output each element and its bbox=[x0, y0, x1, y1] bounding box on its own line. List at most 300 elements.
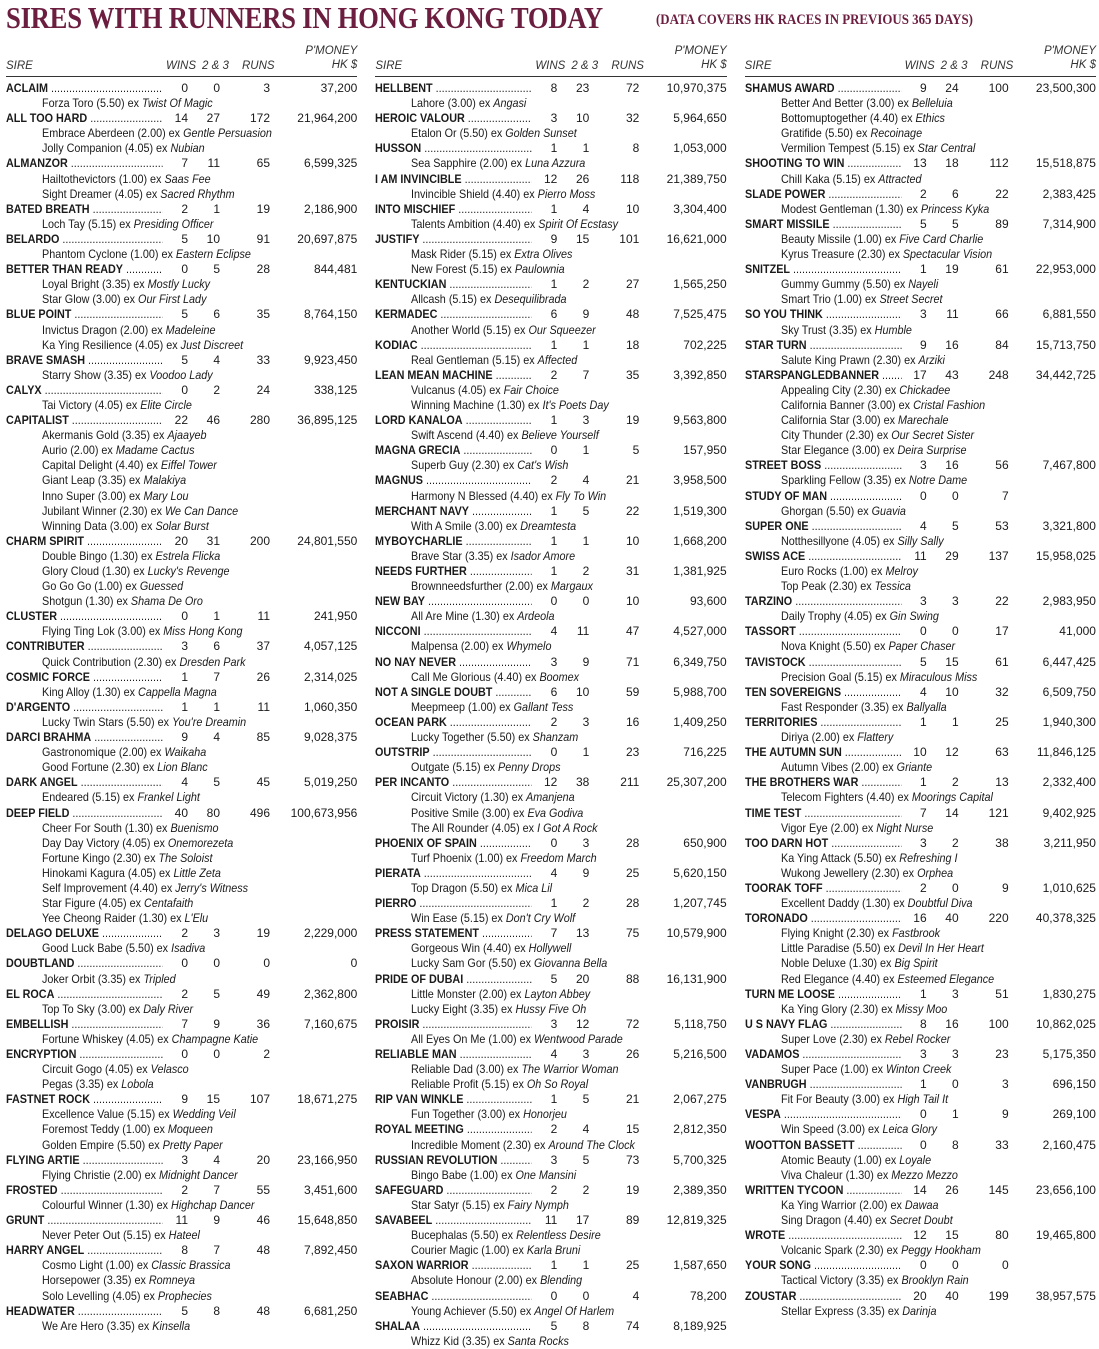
sire-prize-money: 338,125 bbox=[313, 382, 358, 397]
runner-name: Win Ease (5.15) ex bbox=[411, 911, 507, 926]
sire-row bbox=[6, 987, 357, 1002]
runner-row bbox=[6, 473, 322, 488]
sire-places: 7 bbox=[213, 1243, 220, 1258]
runner-dam: Moqueen bbox=[167, 1122, 213, 1137]
runner-dam: Fairy Nymph bbox=[507, 1197, 570, 1212]
sire-prize-money: 5,118,750 bbox=[674, 1016, 727, 1031]
sire-wins: 5 bbox=[911, 655, 927, 670]
sire-places: 43 bbox=[945, 367, 959, 382]
runner-row bbox=[745, 972, 1061, 987]
sire-runs: 0 bbox=[263, 956, 270, 971]
runner-dam: Ardeola bbox=[517, 609, 555, 624]
sire-row bbox=[745, 519, 1096, 534]
sire-runs: 137 bbox=[988, 548, 1009, 563]
sire-column bbox=[745, 42, 1096, 1332]
sire-prize-money: 5,700,325 bbox=[673, 1152, 727, 1167]
sire-wins: 0 bbox=[541, 443, 557, 458]
runner-dam: We Can Dance bbox=[165, 503, 239, 518]
runner-row bbox=[375, 353, 691, 368]
sire-wins: 14 bbox=[911, 1183, 927, 1198]
header-prize-money bbox=[305, 44, 357, 72]
runner-name: Colourful Winner (1.30) ex bbox=[42, 1197, 172, 1212]
sire-runs: 280 bbox=[249, 413, 270, 428]
sire-row bbox=[6, 775, 357, 790]
sire-row bbox=[6, 956, 357, 971]
sire-runs: 37 bbox=[256, 639, 270, 654]
sire-prize-money: 6,681,250 bbox=[303, 1303, 358, 1318]
runner-dam: Spectacular Vision bbox=[902, 247, 992, 262]
runner-dam: Chickadee bbox=[898, 382, 950, 397]
sire-runs: 25 bbox=[995, 714, 1009, 729]
runner-dam: Big Spirit bbox=[894, 956, 938, 971]
sire-prize-money: 4,057,125 bbox=[303, 639, 358, 654]
sire-prize-money: 15,958,025 bbox=[1035, 548, 1096, 563]
runner-dam: Ethics bbox=[915, 111, 945, 126]
sire-row bbox=[6, 232, 357, 247]
sire-row bbox=[745, 368, 1096, 383]
runner-row bbox=[6, 1107, 322, 1122]
sire-wins: 0 bbox=[911, 489, 927, 504]
runner-row bbox=[6, 187, 322, 202]
sire-runs: 25 bbox=[625, 1258, 640, 1273]
runner-row bbox=[6, 896, 322, 911]
sire-places: 16 bbox=[945, 1016, 959, 1031]
runner-row bbox=[375, 187, 691, 202]
sire-row bbox=[6, 730, 357, 745]
sire-row bbox=[745, 307, 1096, 322]
sire-runs: 80 bbox=[995, 1228, 1009, 1243]
runner-name: Star Figure (4.05) ex bbox=[42, 896, 145, 911]
sire-name: OUTSTRIP ..... bbox=[375, 745, 532, 760]
sire-wins: 1 bbox=[541, 534, 557, 549]
sire-prize-money: 34,442,725 bbox=[1035, 367, 1096, 382]
sire-name: TAVISTOCK ..... bbox=[745, 655, 902, 670]
sire-name: KERMADEC ..... bbox=[375, 307, 532, 322]
runner-row bbox=[375, 1228, 691, 1243]
sire-prize-money: 15,518,875 bbox=[1035, 156, 1096, 171]
runner-name: Modest Gentleman (1.30) ex bbox=[780, 201, 921, 216]
sire-prize-money: 100,673,956 bbox=[290, 805, 358, 820]
sire-column bbox=[6, 42, 357, 1332]
runner-dam: Blending bbox=[540, 1273, 583, 1288]
sire-name: WRITTEN TYCOON ..... bbox=[745, 1183, 902, 1198]
sire-name: RELIABLE MAN ..... bbox=[375, 1047, 532, 1062]
sire-runs: 100 bbox=[988, 1016, 1009, 1031]
sire-row bbox=[375, 926, 726, 941]
runner-dam: Affected bbox=[538, 352, 578, 367]
sire-name: CHARM SPIRIT ..... bbox=[6, 534, 163, 549]
runner-row bbox=[745, 1304, 1061, 1319]
sire-places: 5 bbox=[213, 262, 220, 277]
sire-prize-money: 2,160,475 bbox=[1042, 1137, 1096, 1152]
header-runs: RUNS bbox=[611, 59, 644, 72]
runner-dam: Griante bbox=[896, 760, 932, 775]
sire-places: 9 bbox=[213, 1016, 220, 1031]
runner-row bbox=[375, 1168, 691, 1183]
runner-row bbox=[745, 1032, 1061, 1047]
sire-wins: 1 bbox=[541, 338, 557, 353]
sire-runs: 63 bbox=[995, 745, 1009, 760]
sire-runs: 74 bbox=[625, 1318, 640, 1333]
runner-row bbox=[6, 881, 322, 896]
runner-dam: Eva Godiva bbox=[527, 805, 584, 820]
sire-wins: 20 bbox=[911, 1289, 927, 1304]
runner-name: Sight Dreamer (4.05) ex bbox=[42, 186, 161, 201]
runner-name: Courier Magic (1.00) ex bbox=[411, 1243, 528, 1258]
sire-runs: 55 bbox=[256, 1182, 270, 1197]
runner-dam: Santa Rocks bbox=[507, 1333, 570, 1348]
sire-row bbox=[375, 413, 726, 428]
runner-dam: Attracted bbox=[877, 171, 922, 186]
sire-prize-money: 1,830,275 bbox=[1042, 986, 1096, 1001]
runner-name: Forza Toro (5.50) ex bbox=[42, 96, 143, 111]
runner-dam: Frankel Light bbox=[137, 790, 200, 805]
runner-row bbox=[745, 232, 1061, 247]
sire-prize-money: 16,621,000 bbox=[666, 231, 727, 246]
runner-row bbox=[745, 941, 1061, 956]
runner-row bbox=[6, 790, 322, 805]
sire-row bbox=[6, 534, 357, 549]
sire-name: SEABHAC ..... bbox=[375, 1289, 532, 1304]
runner-name: Flying Christie (2.00) ex bbox=[42, 1167, 160, 1182]
sire-places: 17 bbox=[575, 1213, 590, 1228]
sire-runs: 16 bbox=[625, 714, 640, 729]
sire-runs: 112 bbox=[989, 156, 1009, 171]
sire-places: 1 bbox=[213, 609, 220, 624]
runner-name: Excellence Value (5.15) ex bbox=[42, 1107, 173, 1122]
runner-name: Incredible Moment (2.30) ex bbox=[411, 1137, 549, 1152]
runner-name: Brownneedsfurther (2.00) ex bbox=[411, 579, 552, 594]
runner-row bbox=[375, 881, 691, 896]
sire-row bbox=[375, 172, 726, 187]
sire-name: SWISS ACE ..... bbox=[745, 549, 902, 564]
sire-wins: 16 bbox=[911, 911, 927, 926]
sire-wins: 1 bbox=[911, 262, 927, 277]
sire-places: 40 bbox=[945, 911, 959, 926]
runner-name: Ka Ying Warrior (2.00) ex bbox=[780, 1197, 905, 1212]
runner-row bbox=[6, 745, 322, 760]
runner-name: Excellent Daddy (1.30) ex bbox=[780, 896, 908, 911]
sire-name: JUSTIFY ..... bbox=[375, 232, 532, 247]
runner-row bbox=[745, 956, 1061, 971]
sire-name: TOORAK TOFF ..... bbox=[745, 881, 902, 896]
runner-row bbox=[375, 1334, 691, 1349]
sire-prize-money: 5,964,650 bbox=[673, 111, 727, 126]
sire-name: BELARDO ..... bbox=[6, 232, 163, 247]
runner-row bbox=[6, 594, 322, 609]
sire-places: 6 bbox=[213, 307, 220, 322]
runner-row bbox=[6, 398, 322, 413]
sire-runs: 172 bbox=[249, 111, 270, 126]
sire-runs: 10 bbox=[625, 594, 640, 609]
runner-row bbox=[745, 609, 1061, 624]
runner-dam: It's Poets Day bbox=[542, 397, 610, 412]
runner-name: Daily Trophy (4.05) ex bbox=[780, 609, 890, 624]
sire-list bbox=[745, 81, 1096, 1319]
sire-wins: 0 bbox=[172, 81, 188, 96]
runner-dam: Onemorezeta bbox=[167, 835, 234, 850]
runner-row bbox=[6, 217, 322, 232]
sire-runs: 15 bbox=[625, 1122, 640, 1137]
runner-row bbox=[375, 247, 691, 262]
sire-prize-money: 20,697,875 bbox=[297, 231, 358, 246]
runner-row bbox=[6, 1289, 322, 1304]
sire-prize-money: 1,053,000 bbox=[673, 141, 727, 156]
sire-name: HELLBENT ..... bbox=[375, 81, 532, 96]
runner-row bbox=[6, 504, 322, 519]
sire-name: VANBRUGH ..... bbox=[745, 1077, 902, 1092]
sire-runs: 32 bbox=[625, 111, 640, 126]
sire-wins: 3 bbox=[541, 1153, 557, 1168]
sire-name: CAPITALIST ..... bbox=[6, 413, 163, 428]
runner-name: All Are Mine (1.30) ex bbox=[411, 609, 518, 624]
sire-runs: 45 bbox=[256, 775, 270, 790]
runner-dam: One Mansini bbox=[515, 1167, 577, 1182]
sire-prize-money: 1,519,300 bbox=[673, 503, 727, 518]
sire-name: THE AUTUMN SUN ..... bbox=[745, 745, 902, 760]
runner-name: Self Improvement (4.40) ex bbox=[42, 880, 176, 895]
runner-row bbox=[745, 1062, 1061, 1077]
runner-name: Akermanis Gold (3.35) ex bbox=[42, 428, 168, 443]
runner-name: Joker Orbit (3.35) ex bbox=[42, 971, 144, 986]
sire-places: 9 bbox=[213, 1213, 220, 1228]
sire-row bbox=[745, 1138, 1096, 1153]
sire-prize-money: 716,225 bbox=[683, 745, 727, 760]
sire-places: 2 bbox=[582, 277, 590, 292]
sire-prize-money: 9,028,375 bbox=[303, 730, 358, 745]
sire-places: 3 bbox=[951, 986, 959, 1001]
sire-places: 8 bbox=[951, 1137, 959, 1152]
runner-dam: Fastbrook bbox=[891, 926, 940, 941]
sire-row bbox=[375, 141, 726, 156]
sire-name: CONTRIBUTER ..... bbox=[6, 639, 163, 654]
runner-dam: Relentless Desire bbox=[516, 1228, 602, 1243]
sire-name: ALMANZOR ..... bbox=[6, 156, 163, 171]
runner-name: Cheer For South (1.30) ex bbox=[42, 820, 171, 835]
sire-prize-money: 1,409,250 bbox=[673, 714, 727, 729]
runner-name: Winning Data (3.00) ex bbox=[42, 518, 156, 533]
sire-runs: 59 bbox=[625, 684, 640, 699]
sire-name: FLYING ARTIE ..... bbox=[6, 1153, 163, 1168]
runner-name: Aurio (2.00) ex bbox=[42, 443, 116, 458]
runner-name: We Are Hero (3.35) ex bbox=[42, 1318, 153, 1333]
sire-prize-money: 40,378,325 bbox=[1035, 911, 1096, 926]
runner-name: Appealing City (2.30) ex bbox=[780, 382, 899, 397]
sire-wins: 11 bbox=[172, 1213, 188, 1228]
sire-places: 0 bbox=[951, 488, 959, 503]
sire-places: 8 bbox=[213, 1303, 220, 1318]
sire-runs: 56 bbox=[995, 458, 1009, 473]
sire-name: MAGNUS ..... bbox=[375, 473, 532, 488]
sire-wins: 3 bbox=[172, 639, 188, 654]
sire-row bbox=[375, 443, 726, 458]
sire-prize-money: 5,988,700 bbox=[673, 684, 727, 699]
runner-row bbox=[375, 1107, 691, 1122]
sire-prize-money: 6,447,425 bbox=[1042, 654, 1096, 669]
runner-dam: Night Nurse bbox=[875, 820, 933, 835]
runner-row bbox=[745, 1198, 1061, 1213]
runner-dam: Fly To Win bbox=[555, 488, 607, 503]
runner-row bbox=[375, 609, 691, 624]
runner-row bbox=[745, 579, 1061, 594]
page-header bbox=[6, 0, 700, 40]
sire-prize-money: 24,801,550 bbox=[297, 533, 358, 548]
sire-wins: 0 bbox=[172, 956, 188, 971]
runner-name: Sea Sapphire (2.00) ex bbox=[411, 156, 526, 171]
sire-prize-money: 3,958,500 bbox=[673, 473, 727, 488]
sire-row bbox=[375, 1047, 726, 1062]
runner-dam: Mezzo Mezzo bbox=[890, 1167, 958, 1182]
sire-name: TERRITORIES ..... bbox=[745, 715, 902, 730]
sire-runs: 88 bbox=[625, 971, 640, 986]
runner-name: Flying Knight (2.30) ex bbox=[780, 926, 892, 941]
runner-dam: Shama De Oro bbox=[130, 594, 203, 609]
runner-row bbox=[745, 96, 1061, 111]
runner-dam: Luna Azzura bbox=[525, 156, 586, 171]
sire-name: WOOTTON BASSETT ..... bbox=[745, 1138, 902, 1153]
sire-row bbox=[745, 806, 1096, 821]
sire-row bbox=[6, 1153, 357, 1168]
runner-row bbox=[745, 534, 1061, 549]
sire-column bbox=[375, 42, 727, 1348]
runner-row bbox=[375, 1002, 691, 1017]
sire-wins: 0 bbox=[541, 594, 557, 609]
runner-dam: Street Secret bbox=[879, 292, 943, 307]
sire-row bbox=[6, 609, 357, 624]
runner-name: California Banner (3.00) ex bbox=[780, 397, 913, 412]
runner-name: Invincible Shield (4.40) ex bbox=[411, 186, 539, 201]
sire-name: WROTE ..... bbox=[745, 1228, 902, 1243]
sire-wins: 2 bbox=[172, 987, 188, 1002]
runner-row bbox=[375, 96, 691, 111]
sire-name: MYBOYCHARLIE ..... bbox=[375, 534, 532, 549]
sire-row bbox=[745, 1077, 1096, 1092]
sire-places: 11 bbox=[207, 156, 220, 171]
sire-name: NOT A SINGLE DOUBT ..... bbox=[375, 685, 532, 700]
sire-row bbox=[375, 564, 726, 579]
runner-name: Salute King Prawn (2.30) ex bbox=[780, 352, 919, 367]
runner-name: Starry Show (3.35) ex bbox=[42, 367, 150, 382]
runner-name: Phantom Cyclone (1.00) ex bbox=[42, 247, 176, 262]
runner-row bbox=[375, 1304, 691, 1319]
runner-name: Little Monster (2.00) ex bbox=[411, 986, 525, 1001]
sire-name: NO NAY NEVER ..... bbox=[375, 655, 532, 670]
sire-prize-money: 2,362,800 bbox=[303, 986, 358, 1001]
runner-row bbox=[375, 760, 691, 775]
runner-name: Circuit Gogo (4.05) ex bbox=[42, 1062, 151, 1077]
sire-wins: 0 bbox=[911, 1107, 927, 1122]
runner-name: Vigor Eye (2.00) ex bbox=[780, 820, 876, 835]
sire-row bbox=[375, 745, 726, 760]
runner-row bbox=[6, 277, 322, 292]
sire-prize-money: 2,983,950 bbox=[1042, 594, 1096, 609]
sire-name: GRUNT ..... bbox=[6, 1213, 163, 1228]
header-places: 2 & 3 bbox=[571, 59, 599, 72]
sire-runs: 28 bbox=[256, 262, 270, 277]
header-prize-money bbox=[1044, 44, 1096, 72]
sire-row bbox=[745, 1258, 1096, 1273]
runner-name: Invictus Dragon (2.00) ex bbox=[42, 322, 166, 337]
runner-name: Top Dragon (5.50) ex bbox=[411, 880, 516, 895]
runner-row bbox=[745, 639, 1061, 654]
runner-name: Meepmeep (1.00) ex bbox=[411, 699, 514, 714]
runner-dam: Orphea bbox=[916, 865, 953, 880]
sire-places: 12 bbox=[945, 745, 959, 760]
runner-name: Never Peter Out (5.15) ex bbox=[42, 1228, 169, 1243]
runner-name: Jolly Companion (4.05) ex bbox=[42, 141, 171, 156]
sire-name: VADAMOS ..... bbox=[745, 1047, 902, 1062]
runner-dam: Angasi bbox=[493, 96, 527, 111]
sire-row bbox=[375, 232, 726, 247]
sire-name: TOO DARN HOT ..... bbox=[745, 836, 902, 851]
sire-places: 3 bbox=[582, 413, 590, 428]
sire-name: BRAVE SMASH ..... bbox=[6, 353, 163, 368]
runner-row bbox=[375, 730, 691, 745]
sire-row bbox=[375, 1183, 726, 1198]
sire-row bbox=[375, 504, 726, 519]
header-wins: WINS bbox=[904, 59, 935, 72]
runner-dam: Pierro Moss bbox=[538, 186, 596, 201]
sire-row bbox=[375, 111, 726, 126]
runner-dam: Nubian bbox=[170, 141, 205, 156]
sire-wins: 1 bbox=[172, 670, 188, 685]
runner-dam: Freedom March bbox=[520, 850, 598, 865]
runner-row bbox=[745, 700, 1061, 715]
runner-name: Atomic Beauty (1.00) ex bbox=[780, 1152, 899, 1167]
sire-places: 15 bbox=[575, 231, 590, 246]
sire-row bbox=[375, 1153, 726, 1168]
runner-name: City Thunder (2.30) ex bbox=[780, 428, 891, 443]
runner-row bbox=[375, 1243, 691, 1258]
sire-prize-money: 41,000 bbox=[1059, 624, 1096, 639]
runner-name: Ghorgan (5.50) ex bbox=[780, 503, 872, 518]
sire-runs: 20 bbox=[256, 1152, 270, 1167]
runner-name: Talents Ambition (4.40) ex bbox=[411, 216, 539, 231]
sire-runs: 33 bbox=[256, 352, 270, 367]
runner-name: Smart Trio (1.00) ex bbox=[780, 292, 880, 307]
runner-dam: You're Dreamin bbox=[172, 714, 247, 729]
sire-prize-money: 93,600 bbox=[689, 594, 727, 609]
runner-dam: Solar Burst bbox=[155, 518, 209, 533]
sire-runs: 75 bbox=[625, 926, 640, 941]
runner-row bbox=[6, 126, 322, 141]
runner-name: Kyrus Treasure (2.30) ex bbox=[780, 247, 903, 262]
sire-name: PHOENIX OF SPAIN ..... bbox=[375, 836, 532, 851]
runner-name: Precision Goal (5.15) ex bbox=[780, 669, 900, 684]
sire-wins: 7 bbox=[541, 926, 557, 941]
runner-row bbox=[6, 141, 322, 156]
runner-name: Fortune Kingo (2.30) ex bbox=[42, 850, 159, 865]
sire-name: HEROIC VALOUR ..... bbox=[375, 111, 532, 126]
runner-row bbox=[6, 519, 322, 534]
runner-row bbox=[745, 760, 1061, 775]
runner-name: Better And Better (3.00) ex bbox=[780, 96, 912, 111]
sire-row bbox=[745, 836, 1096, 851]
sire-name: TASSORT ..... bbox=[745, 624, 902, 639]
sire-prize-money: 7,467,800 bbox=[1042, 458, 1096, 473]
sire-wins: 1 bbox=[541, 277, 557, 292]
sire-prize-money: 650,900 bbox=[683, 835, 727, 850]
sire-runs: 35 bbox=[256, 307, 270, 322]
sire-wins: 2 bbox=[541, 368, 557, 383]
runner-row bbox=[745, 1153, 1061, 1168]
runner-name: Star Satyr (5.15) ex bbox=[411, 1197, 508, 1212]
sire-places: 1 bbox=[951, 714, 959, 729]
sire-wins: 5 bbox=[172, 353, 188, 368]
runner-row bbox=[745, 111, 1061, 126]
sire-runs: 22 bbox=[995, 594, 1009, 609]
runner-dam: Cat's Wish bbox=[517, 458, 569, 473]
